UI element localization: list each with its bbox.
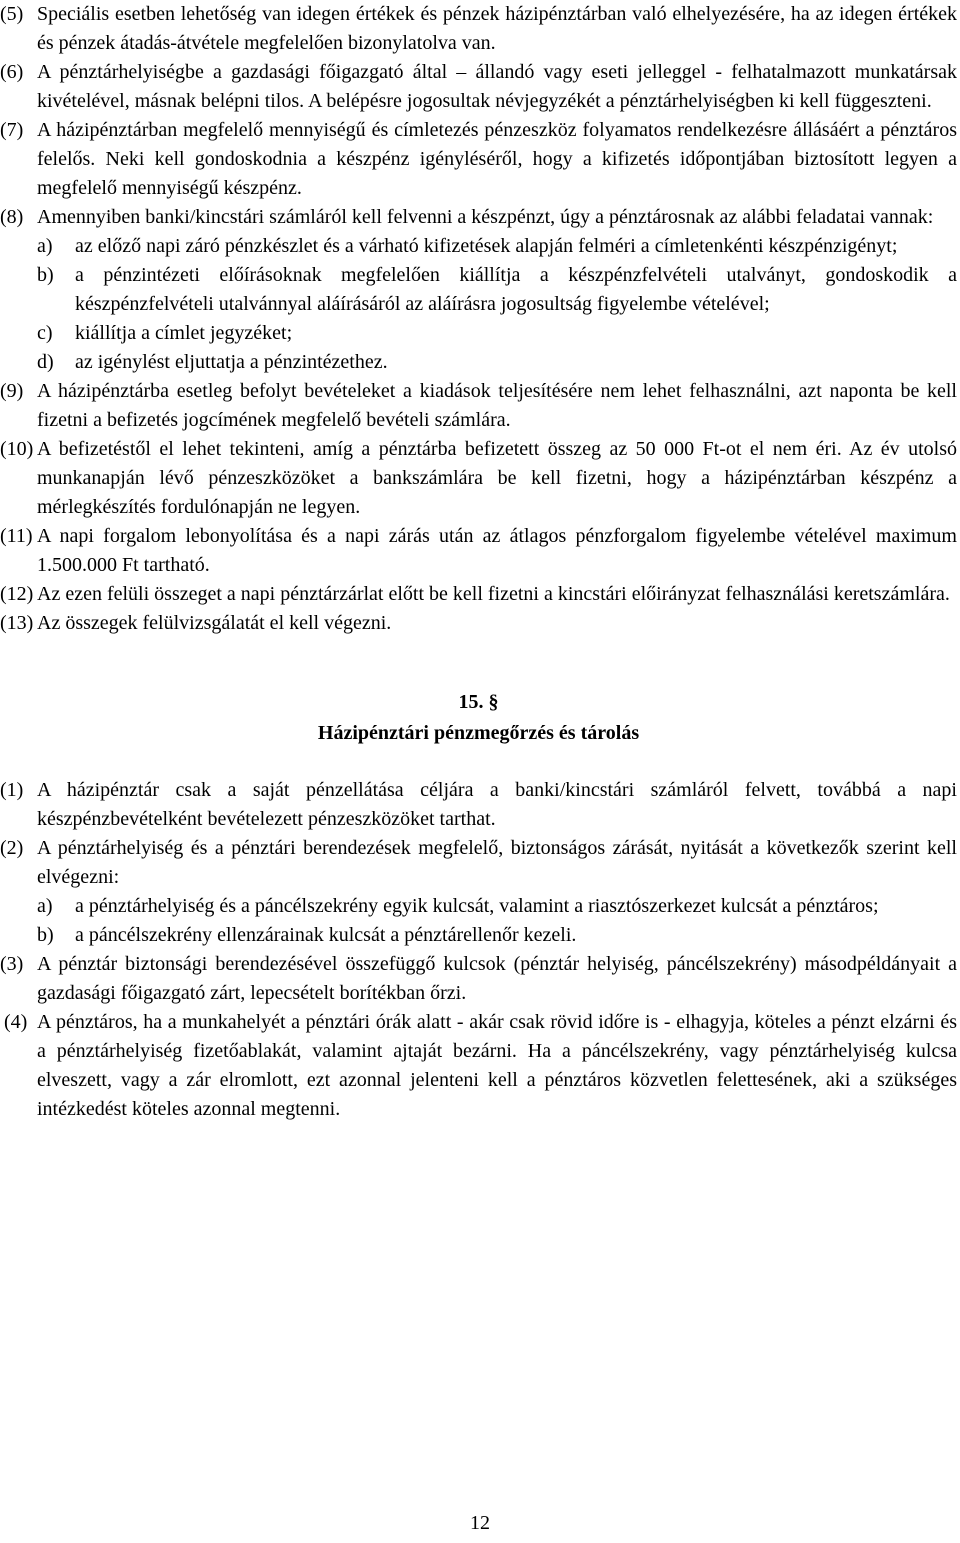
sub-item-text: a pénzintézeti előírásoknak megfelelően kiállítja a készpénzfelvételi utalványt, gondoskodik a készpénzfelvételi utalvánnyal aláírásáról az aláírásra jogosultság figyelembe vételével; [75, 264, 957, 315]
sub-item-d [37, 348, 957, 377]
sub-item-letter: b) [37, 924, 54, 946]
sub-item-c [37, 319, 957, 348]
section-paragraph-4 [0, 1008, 957, 1124]
paragraph-body [37, 203, 957, 377]
paragraph-text: A pénztárhelyiség és a pénztári berendezések megfelelő, biztonságos zárását, nyitását a következők szerint kell elvégezni: [37, 837, 957, 888]
paragraph-text: A házipénztárba esetleg befolyt bevételeket a kiadások teljesítésére nem lehet felhasználni, azt naponta be kell fizetni a befizetés jogcímének megfelelő bevételi számlára. [37, 380, 957, 431]
paragraph-7 [0, 116, 957, 203]
spacer [0, 749, 957, 776]
sub-item-a [37, 892, 957, 921]
paragraph-list-middle [0, 377, 957, 638]
paragraph-number: (2) [0, 837, 24, 859]
paragraph-number: (4) [4, 1011, 28, 1033]
page-number: 12 [470, 1512, 490, 1534]
section-title: Házipénztári pénzmegőrzés és tárolás [317, 722, 640, 744]
sub-item-b [37, 261, 957, 319]
paragraph-number: (1) [0, 779, 24, 801]
section-number: 15. § [458, 691, 499, 713]
paragraph-8 [0, 203, 957, 377]
paragraph-text: A házipénztárban megfelelő mennyiségű és címletezés pénzeszköz folyamatos rendelkezésre állásáért a pénztáros felelős. Neki kell gondoskodnia a készpénz igényléséről, hogy a kifizetés időpontjában biztosított legyen a megfelelő mennyiségű készpénz. [37, 119, 957, 199]
paragraph-number: (10) [0, 438, 34, 460]
paragraph-11 [0, 522, 957, 580]
paragraph-text: A pénztárhelyiségbe a gazdasági főigazgató által – állandó vagy eseti jelleggel - felhatalmazott munkatársak kivételével, másnak belépni tilos. A belépésre jogosultak névjegyzékét a pénztárhelyiségben ki kell függeszteni. [37, 61, 957, 112]
paragraph-number: (6) [0, 61, 24, 83]
paragraph-body [37, 834, 957, 950]
section-paragraph-1 [0, 776, 957, 834]
paragraph-6 [0, 58, 957, 116]
paragraph-text: A pénztáros, ha a munkahelyét a pénztári órák alatt - akár csak rövid időre is - elhagyja, köteles a pénzt elzárni és a pénztárhelyiség fizetőablakát, valamint ajtaját bezárni. Ha a páncélszekrény, vagy pénztárhelyiség kulcsa elveszett, vagy a zár elromlott, ezt azonnal jelenteni kell a pénztáros közvetlen felettesének, aki a szükséges intézkedést köteles azonnal megtenni. [37, 1011, 957, 1120]
paragraph-number: (12) [0, 583, 34, 605]
paragraph-text: Az ezen felüli összeget a napi pénztárzárlat előtt be kell fizetni a kincstári előirányzat felhasználási keretszámlára. [37, 583, 950, 605]
sub-item-letter: a) [37, 235, 53, 257]
paragraph-text: A házipénztár csak a saját pénzellátása céljára a banki/kincstári számláról felvett, továbbá a napi készpénzbevételként bevételezett pénzeszközöket tarthat. [37, 779, 957, 830]
paragraph-number: (13) [0, 612, 34, 634]
sub-item-text: az igénylést eljuttatja a pénzintézethez. [75, 351, 388, 373]
paragraph-number: (7) [0, 119, 24, 141]
paragraph-text: Az összegek felülvizsgálatát el kell végezni. [37, 612, 392, 634]
sub-item-text: kiállítja a címlet jegyzéket; [75, 322, 293, 344]
sub-item-text: a pénztárhelyiség és a páncélszekrény egyik kulcsát, valamint a riasztószerkezet kulcsát a pénztáros; [75, 895, 879, 917]
paragraph-13 [0, 609, 957, 638]
paragraph-9 [0, 377, 957, 435]
section-paragraph-3 [0, 950, 957, 1008]
paragraph-12 [0, 580, 957, 609]
sub-item-a [37, 232, 957, 261]
sub-item-letter: d) [37, 351, 54, 373]
paragraph-text: A napi forgalom lebonyolítása és a napi zárás után az átlagos pénzforgalom figyelembe vételével maximum 1.500.000 Ft tartható. [37, 525, 957, 576]
spacer [0, 638, 957, 687]
paragraph-number: (5) [0, 3, 24, 25]
paragraph-text: Speciális esetben lehetőség van idegen értékek és pénzek házipénztárban való elhelyezésére, ha az idegen értékek és pénzek átadás-átvétele megfelelően bizonylatolva van. [37, 3, 957, 54]
sub-item-text: az előző napi záró pénzkészlet és a várható kifizetések alapján felméri a címletenkénti készpénzigényt; [75, 235, 898, 257]
sub-item-letter: c) [37, 322, 53, 344]
sub-item-letter: a) [37, 895, 53, 917]
paragraph-list-upper [0, 0, 957, 377]
paragraph-text: Amennyiben banki/kincstári számláról kell felvenni a készpénzt, úgy a pénztárosnak az alábbi feladatai vannak: [37, 206, 934, 228]
paragraph-number: (11) [0, 525, 33, 547]
sub-item-letter: b) [37, 264, 54, 286]
paragraph-list-lower [0, 776, 957, 1124]
paragraph-text: A pénztár biztonsági berendezésével összefüggő kulcsok (pénztár helyiség, páncélszekrény) másodpéldányait a gazdasági főigazgató zárt, lepecsételt borítékban őrzi. [37, 953, 957, 1004]
paragraph-number: (9) [0, 380, 24, 402]
paragraph-text: A befizetéstől el lehet tekinteni, amíg a pénztárba befizetett összeg az 50 000 Ft-ot el nem éri. Az év utolsó munkanapján lévő pénzeszközöket a bankszámlára be kell fizetni, hogy a házipénztárban készpénz a mérlegkészítés fordulónapján ne legyen. [37, 438, 957, 518]
sub-item-text: a páncélszekrény ellenzárainak kulcsát a pénztárellenőr kezeli. [75, 924, 577, 946]
section-paragraph-2 [0, 834, 957, 950]
paragraph-number: (8) [0, 206, 24, 228]
paragraph-5 [0, 0, 957, 58]
paragraph-10 [0, 435, 957, 522]
sub-item-b [37, 921, 957, 950]
paragraph-number: (3) [0, 953, 24, 975]
